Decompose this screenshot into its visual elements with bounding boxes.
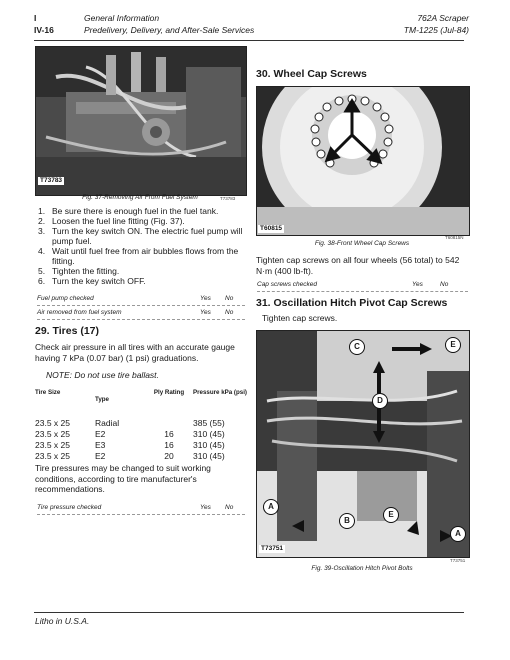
check-fuel-pump-label: Fuel pump checked <box>37 295 94 302</box>
list-item: 3. Turn the key switch ON. The electric fuel pump will pump fuel. <box>38 226 243 246</box>
column-header: Ply Rating <box>153 389 185 396</box>
wheel-cap-photo <box>256 86 470 236</box>
column-header: Type <box>95 396 109 403</box>
list-item: 6. Turn the key switch OFF. <box>38 276 146 286</box>
tires-footer-text: Tire pressures may be changed to suit working conditions, according to tire manufacturer's recommendations. <box>35 463 211 494</box>
callout-a: A <box>263 499 279 515</box>
callout-e: E <box>445 337 461 353</box>
fig39-small-code: T73751 <box>450 558 466 563</box>
footer-rule <box>34 612 464 613</box>
litho-footer: Litho in U.S.A. <box>35 616 90 626</box>
fuel-system-photo <box>35 46 247 196</box>
fig37-photo-label: T73783 <box>40 177 63 184</box>
hitch-section-title: 31. Oscillation Hitch Pivot Cap Screws <box>256 297 448 309</box>
fig38-small-code: T60815N <box>445 235 464 240</box>
callout-e-lower: E <box>383 507 399 523</box>
header-rule <box>34 40 464 41</box>
fig39-photo-label: T73751 <box>261 545 284 552</box>
tires-note: NOTE: Do not use tire ballast. <box>46 370 159 380</box>
check-air-removed-yes[interactable]: Yes <box>200 309 211 316</box>
wheel-hub-illustration <box>257 87 469 235</box>
check-fuel-pump-yes[interactable]: Yes <box>200 295 211 302</box>
callout-c: C <box>349 339 365 355</box>
callout-d: D <box>372 393 388 409</box>
check-divider <box>37 305 245 306</box>
check-air-removed-label: Air removed from fuel system <box>37 309 122 316</box>
section-subtitle: Predelivery, Delivery, and After-Sale Services <box>84 25 255 35</box>
check-cap-screws-label: Cap screws checked <box>257 281 317 288</box>
table-header-row <box>35 389 249 414</box>
section-title: General Information <box>84 13 160 23</box>
check-divider <box>257 291 468 292</box>
check-divider <box>37 514 245 515</box>
fig38-caption: Fig. 38-Front Wheel Cap Screws <box>314 240 410 247</box>
tires-intro: Check air pressure in all tires with an accurate gauge having 7 kPa (0.07 bar) (1 psi) graduations. <box>35 342 235 363</box>
list-item: 2. Loosen the fuel line fitting (Fig. 37). <box>38 216 185 226</box>
callout-a-right: A <box>450 526 466 542</box>
page-code: IV-16 <box>34 25 54 35</box>
check-cap-screws-yes[interactable]: Yes <box>412 281 423 288</box>
check-tire-pressure-no[interactable]: No <box>225 504 234 511</box>
fig37-small-code: T73783 <box>220 196 236 201</box>
wheel-caps-body: Tighten cap screws on all four wheels (56 total) to 542 N·m (400 lb-ft). <box>256 255 460 276</box>
list-item: 4. Wait until fuel free from air bubbles flows from the fitting. <box>38 246 239 266</box>
table-row: 23.5 x 25 Radial 385 (55) <box>35 418 225 428</box>
tire-pressure-table <box>35 389 249 462</box>
fuel-system-illustration <box>36 47 246 195</box>
hitch-photo <box>256 330 470 558</box>
manual-ref: TM-1225 (Jul-84) <box>403 25 469 35</box>
wheel-caps-section-title: 30. Wheel Cap Screws <box>256 68 367 80</box>
tires-section-title: 29. Tires (17) <box>35 325 100 337</box>
column-header: Pressure kPa (psi) <box>193 389 247 396</box>
table-row: 23.5 x 25 E3 16 310 (45) <box>35 440 225 450</box>
callout-b: B <box>339 513 355 529</box>
check-fuel-pump-no[interactable]: No <box>225 295 234 302</box>
hitch-body: Tighten cap screws. <box>262 313 338 323</box>
table-row: 23.5 x 25 E2 16 310 (45) <box>35 429 225 439</box>
check-cap-screws-no[interactable]: No <box>440 281 449 288</box>
fig37-caption: Fig. 37-Removing Air From Fuel System <box>82 194 198 201</box>
list-item: 5. Tighten the fitting. <box>38 266 120 276</box>
column-header: Tire Size <box>35 389 61 396</box>
check-divider <box>37 319 245 320</box>
fig39-caption: Fig. 39-Oscillation Hitch Pivot Bolts <box>311 565 413 572</box>
fuel-steps-list <box>38 206 246 286</box>
hitch-illustration <box>257 331 469 557</box>
machine-name: 762A Scraper <box>417 13 469 23</box>
check-tire-pressure-label: Tire pressure checked <box>37 504 102 511</box>
fig38-photo-label: T60815 <box>260 225 283 232</box>
section-mark: I <box>34 13 37 23</box>
table-row: 23.5 x 25 E2 20 310 (45) <box>35 451 225 461</box>
check-tire-pressure-yes[interactable]: Yes <box>200 504 211 511</box>
check-air-removed-no[interactable]: No <box>225 309 234 316</box>
list-item: 1. Be sure there is enough fuel in the fuel tank. <box>38 206 219 216</box>
